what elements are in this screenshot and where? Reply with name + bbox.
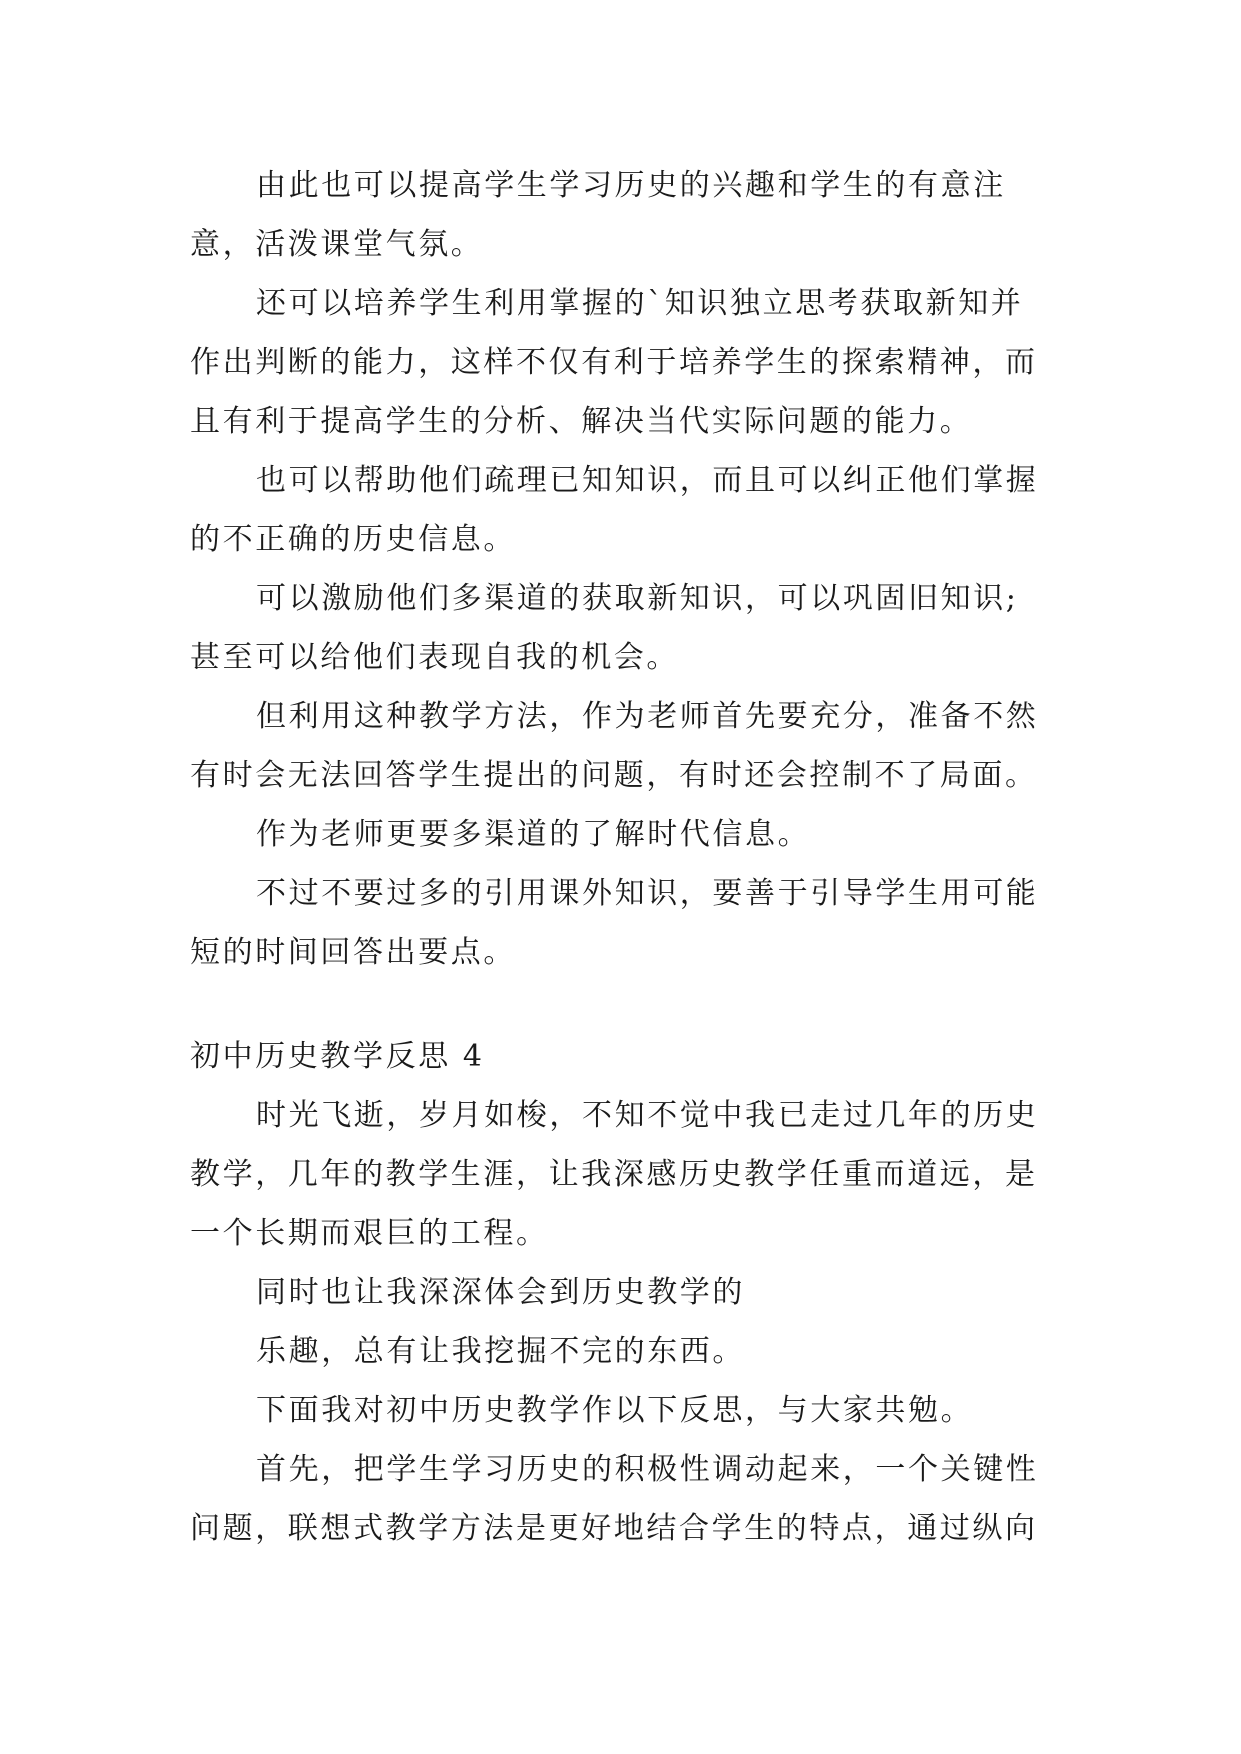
paragraph-line: 还可以培养学生利用掌握的`知识独立思考获取新知并 [256, 286, 1024, 321]
paragraph-line: 教学，几年的教学生涯，让我深感历史教学任重而道远，是 [190, 1157, 1038, 1192]
paragraph-line: 但利用这种教学方法，作为老师首先要充分，准备不然 [256, 699, 1039, 734]
paragraph-line: 下面我对初中历史教学作以下反思，与大家共勉。 [256, 1393, 974, 1428]
paragraph-line: 作为老师更要多渠道的了解时代信息。 [256, 817, 811, 852]
section-heading: 初中历史教学反思 4 [190, 1039, 485, 1074]
paragraph-line: 同时也让我深深体会到历史教学的 [256, 1275, 745, 1310]
paragraph-line: 也可以帮助他们疏理已知知识，而且可以纠正他们掌握 [256, 463, 1039, 498]
paragraph-line: 短的时间回答出要点。 [190, 935, 516, 970]
paragraph-line: 由此也可以提高学生学习历史的兴趣和学生的有意注 [256, 168, 1006, 203]
paragraph-line: 时光飞逝，岁月如梭，不知不觉中我已走过几年的历史 [256, 1098, 1039, 1133]
paragraph-line: 有时会无法回答学生提出的问题，有时还会控制不了局面。 [190, 758, 1038, 793]
paragraph-line: 不过不要过多的引用课外知识，要善于引导学生用可能 [256, 876, 1039, 911]
paragraph-line: 甚至可以给他们表现自我的机会。 [190, 640, 679, 675]
paragraph-line: 乐趣，总有让我挖掘不完的东西。 [256, 1334, 745, 1369]
paragraph-line: 首先，把学生学习历史的积极性调动起来，一个关键性 [256, 1452, 1039, 1487]
paragraph-line: 问题，联想式教学方法是更好地结合学生的特点，通过纵向 [190, 1511, 1038, 1546]
paragraph-line: 作出判断的能力，这样不仅有利于培养学生的探索精神，而 [190, 345, 1038, 380]
paragraph-line: 一个长期而艰巨的工程。 [190, 1216, 549, 1251]
paragraph-line: 可以激励他们多渠道的获取新知识，可以巩固旧知识; [256, 581, 1019, 616]
paragraph-line: 且有利于提高学生的分析、解决当代实际问题的能力。 [190, 404, 973, 439]
paragraph-line: 意，活泼课堂气氛。 [190, 227, 484, 262]
paragraph-line: 的不正确的历史信息。 [190, 522, 516, 557]
